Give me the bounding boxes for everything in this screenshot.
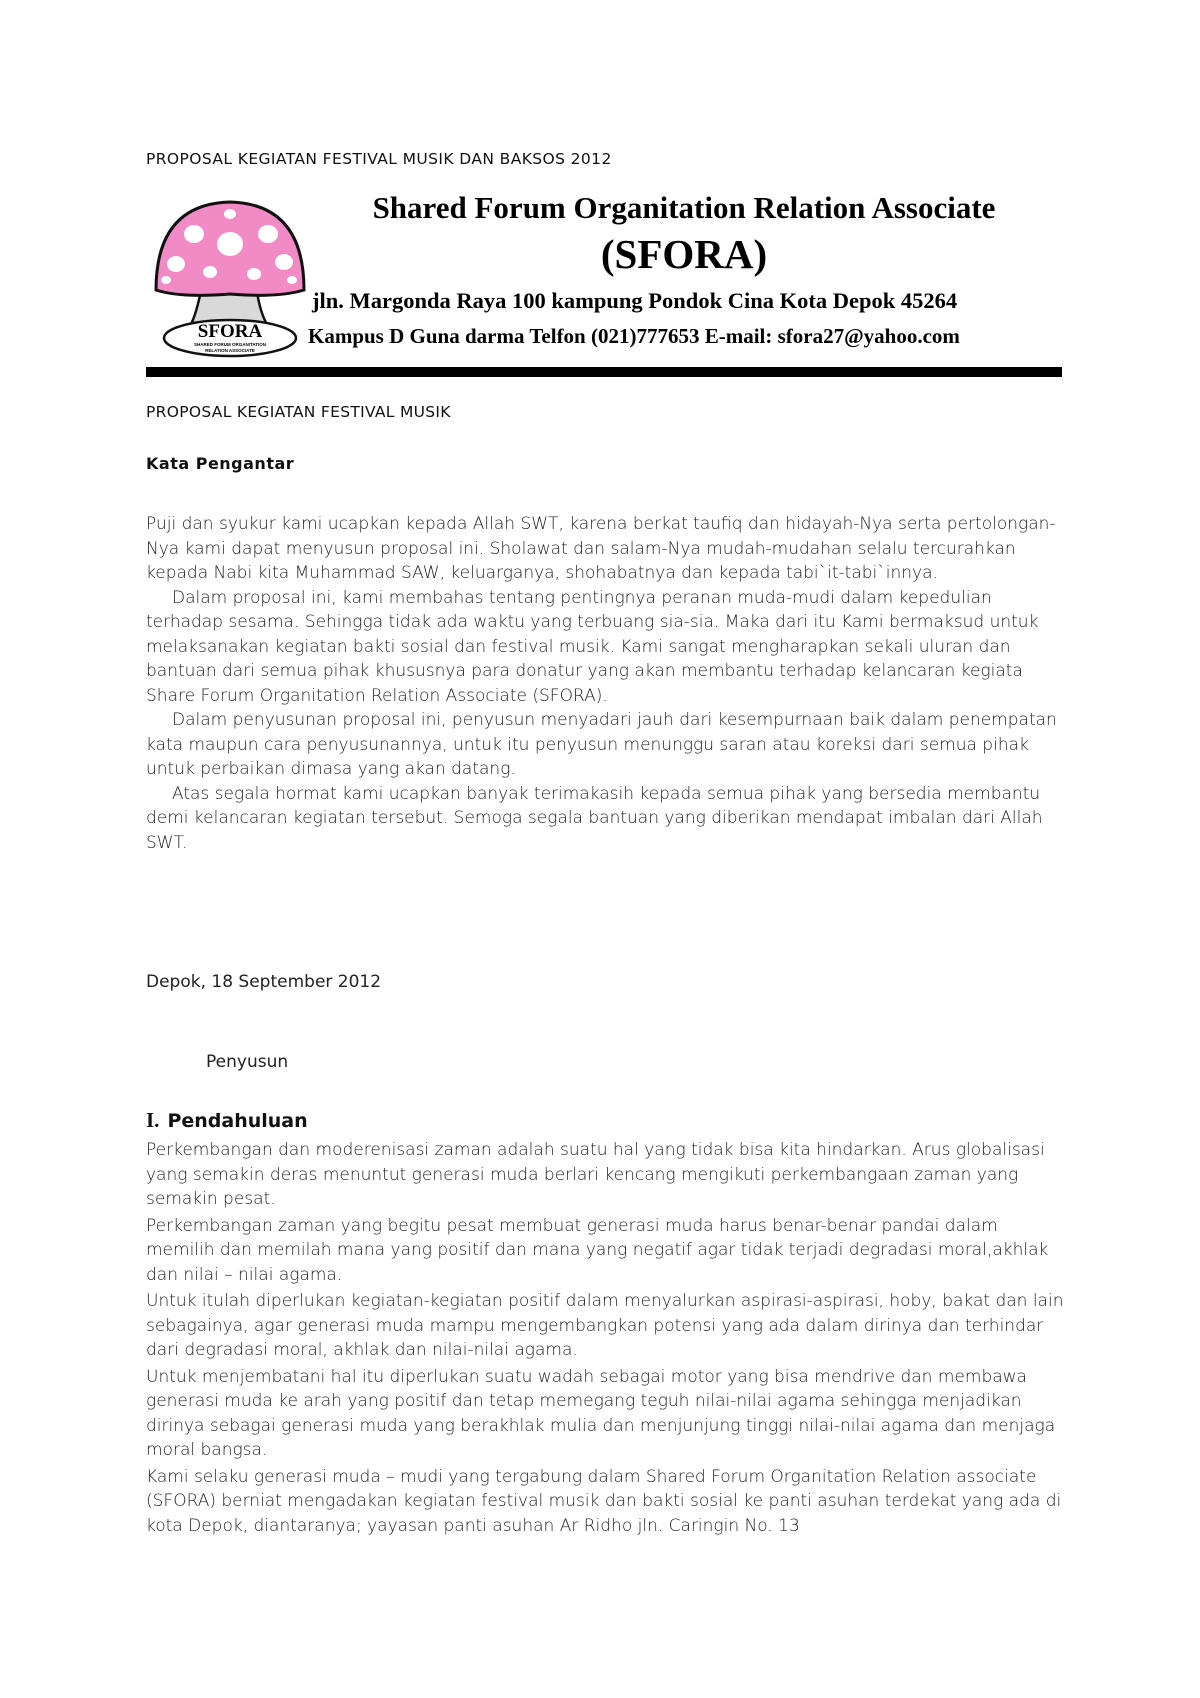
logo-text: SFORA: [197, 321, 263, 342]
pendahuluan-body: [146, 1138, 1066, 1540]
document-heading: PROPOSAL KEGIATAN FESTIVAL MUSIK DAN BAKSOS 2012: [146, 150, 612, 168]
intro-paragraph: Puji dan syukur kami ucapkan kepada Allah SWT, karena berkat taufiq dan hidayah-Nya serta pertolongan-Nya kami dapat menyusun proposal ini. Sholawat dan salam-Nya mudah-mudahan selalu tercurahkan kepada Nabi kita Muhammad SAW, keluarganya, shohabatnya dan kepada tabi`it-tabi`innya.: [146, 514, 1056, 583]
logo-subtext-2: RELATION ASSOCIATE: [205, 348, 255, 353]
place-date: Depok, 18 September 2012: [146, 972, 382, 992]
proposal-subheading: PROPOSAL KEGIATAN FESTIVAL MUSIK: [146, 403, 451, 421]
intro-paragraph: Dalam penyusunan proposal ini, penyusun menyadari jauh dari kesempurnaan baik dalam penempatan kata maupun cara penyusunannya, untuk itu penyusun menunggu saran atau koreksi dari semua pihak untuk perbaikan dimasa yang akan datang.: [146, 710, 1057, 779]
section-title-text: Pendahuluan: [167, 1110, 308, 1132]
section-number: I.: [146, 1108, 160, 1132]
org-name: Shared Forum Organitation Relation Associate: [372, 190, 996, 225]
pendahuluan-paragraph: Untuk menjembatani hal itu diperlukan suatu wadah sebagai motor yang bisa mendrive dan membawa generasi muda ke arah yang positif dan tetap memegang teguh nilai-nilai agama sehingga menjadikan dirinya sebagai generasi muda yang berakhlak mulia dan menjunjung tinggi nilai-nilai agama dan menjaga moral bangsa.: [146, 1366, 1056, 1460]
kata-pengantar-title: Kata Pengantar: [146, 454, 295, 473]
pendahuluan-paragraph: Perkembangan dan moderenisasi zaman adalah suatu hal yang tidak bisa kita hindarkan. Arus globalisasi yang semakin deras menuntut generasi muda berlari kencang mengikuti perkembangaan zaman yang semakin pesat.: [146, 1140, 1045, 1209]
kata-pengantar-body: [146, 512, 1066, 855]
intro-paragraph: Atas segala hormat kami ucapkan banyak terimakasih kepada semua pihak yang bersedia membantu demi kelancaran kegiatan tersebut. Semoga segala bantuan yang diberikan mendapat imbalan dari Allah SWT.: [146, 783, 1043, 853]
letterhead: [146, 184, 1062, 370]
org-abbreviation: (SFORA): [600, 231, 768, 277]
org-address: jln. Margonda Raya 100 kampung Pondok Cina Kota Depok 45264: [312, 288, 958, 313]
logo-subtext-1: SHARED FORUM ORGANITATION: [193, 342, 267, 347]
pendahuluan-paragraph: Kami selaku generasi muda – mudi yang tergabung dalam Shared Forum Organitation Relation associate (SFORA) berniat mengadakan kegiatan festival musik dan bakti sosial ke panti asuhan terdekat yang ada di kota Depok, diantaranya; yayasan panti asuhan Ar Ridho jln. Caringin No. 13: [146, 1466, 1062, 1536]
pendahuluan-paragraph: Untuk itulah diperlukan kegiatan-kegiatan positif dalam menyalurkan aspirasi-aspirasi, hoby, bakat dan lain sebagainya, agar generasi muda mampu mengembangkan potensi yang ada dalam dirinya dan terhindar dari degradasi moral, akhlak dan nilai-nilai agama.: [146, 1291, 1064, 1360]
letterhead-divider: [146, 367, 1062, 377]
section-title: [146, 1108, 308, 1133]
signer-label: Penyusun: [206, 1052, 289, 1072]
pendahuluan-paragraph: Perkembangan zaman yang begitu pesat membuat generasi muda harus benar-benar pandai dalam memilih dan memilah mana yang positif dan mana yang negatif agar tidak terjadi degradasi moral,akhlak dan nilai – nilai agama.: [146, 1215, 1049, 1285]
mushroom-logo-icon: [150, 198, 308, 358]
intro-paragraph: Dalam proposal ini, kami membahas tentang pentingnya peranan muda-mudi dalam kepedulian terhadap sesama. Sehingga tidak ada waktu yang terbuang sia-sia. Maka dari itu Kami bermaksud untuk melaksanakan kegiatan bakti sosial dan festival musik. Kami sangat mengharapkan sekali uluran dan bantuan dari semua pihak khususnya para donatur yang akan membantu terhadap kelancaran kegiata Share Forum Organitation Relation Associate (SFORA).: [146, 587, 1039, 706]
org-contact: Kampus D Guna darma Telfon (021)777653 E-mail: sfora27@yahoo.com: [308, 324, 960, 348]
